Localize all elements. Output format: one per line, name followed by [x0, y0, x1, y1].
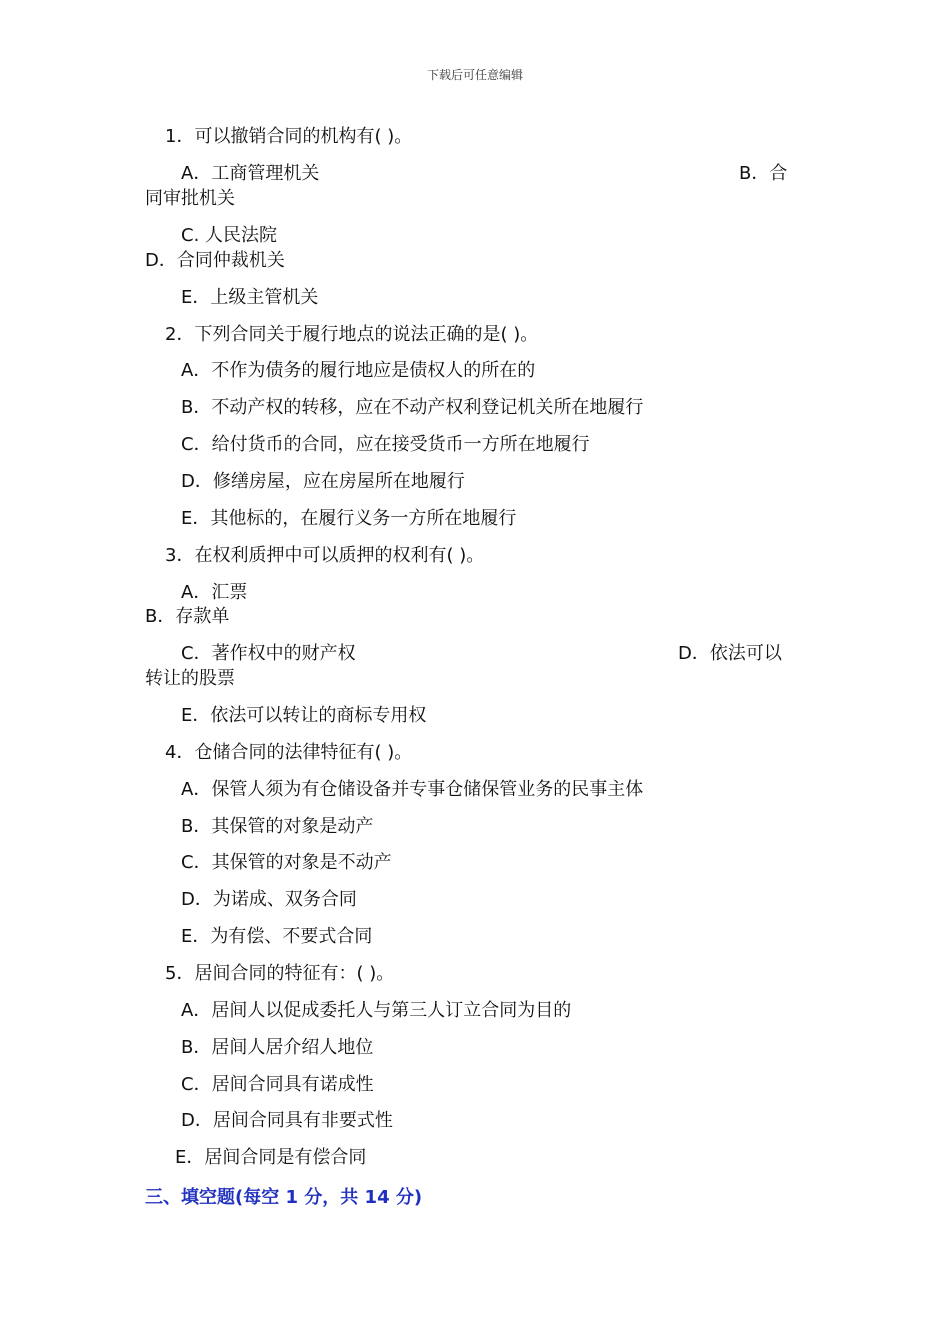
question-1-option-b-start: B．合 [739, 163, 788, 184]
question-3-option-e: E．依法可以转让的商标专用权 [181, 705, 427, 726]
question-3-option-a: A．汇票 [181, 582, 248, 603]
question-5-stem: 5．居间合同的特征有：( )。 [165, 963, 395, 984]
question-1-option-a: A．工商管理机关 [181, 163, 320, 184]
question-3-option-c: C．著作权中的财产权 [181, 643, 356, 664]
question-2-option-e: E．其他标的，在履行义务一方所在地履行 [181, 508, 517, 529]
question-2-option-a: A．不作为债务的履行地应是债权人的所在的 [181, 360, 536, 381]
question-4-stem: 4．仓储合同的法律特征有( )。 [165, 742, 413, 763]
question-1-stem: 1．可以撤销合同的机构有( )。 [165, 126, 413, 147]
page-header: 下载后可任意编辑 [426, 68, 523, 82]
question-3-option-b: B．存款单 [145, 606, 230, 627]
question-4-option-e: E．为有偿、不要式合同 [181, 926, 373, 947]
question-5-option-b: B．居间人居介绍人地位 [181, 1037, 374, 1058]
question-5-option-a: A．居间人以促成委托人与第三人订立合同为目的 [181, 1000, 572, 1021]
question-3-option-d-end: 转让的股票 [145, 668, 235, 689]
question-2-option-b: B．不动产权的转移，应在不动产权利登记机关所在地履行 [181, 397, 644, 418]
question-4-option-b: B．其保管的对象是动产 [181, 816, 374, 837]
question-4-option-a: A．保管人须为有仓储设备并专事仓储保管业务的民事主体 [181, 779, 644, 800]
question-1-option-c: C. 人民法院 [181, 225, 278, 246]
question-4-option-c: C．其保管的对象是不动产 [181, 852, 392, 873]
question-2-option-c: C．给付货币的合同，应在接受货币一方所在地履行 [181, 434, 590, 455]
question-1-option-e: E．上级主管机关 [181, 287, 319, 308]
question-5-option-e: E．居间合同是有偿合同 [175, 1147, 367, 1168]
section-heading-fill-in-blank: 三、填空题(每空 1 分，共 14 分) [145, 1187, 423, 1208]
question-4-option-d: D．为诺成、双务合同 [181, 889, 357, 910]
question-3-stem: 3．在权利质押中可以质押的权利有( )。 [165, 545, 485, 566]
question-5-option-c: C．居间合同具有诺成性 [181, 1074, 374, 1095]
question-1-option-d: D．合同仲裁机关 [145, 250, 285, 271]
question-3-option-d-start: D．依法可以 [678, 643, 782, 664]
question-5-option-d: D．居间合同具有非要式性 [181, 1110, 393, 1131]
question-2-stem: 2．下列合同关于履行地点的说法正确的是( )。 [165, 324, 539, 345]
question-1-option-b-end: 同审批机关 [145, 188, 235, 209]
question-2-option-d: D．修缮房屋，应在房屋所在地履行 [181, 471, 465, 492]
